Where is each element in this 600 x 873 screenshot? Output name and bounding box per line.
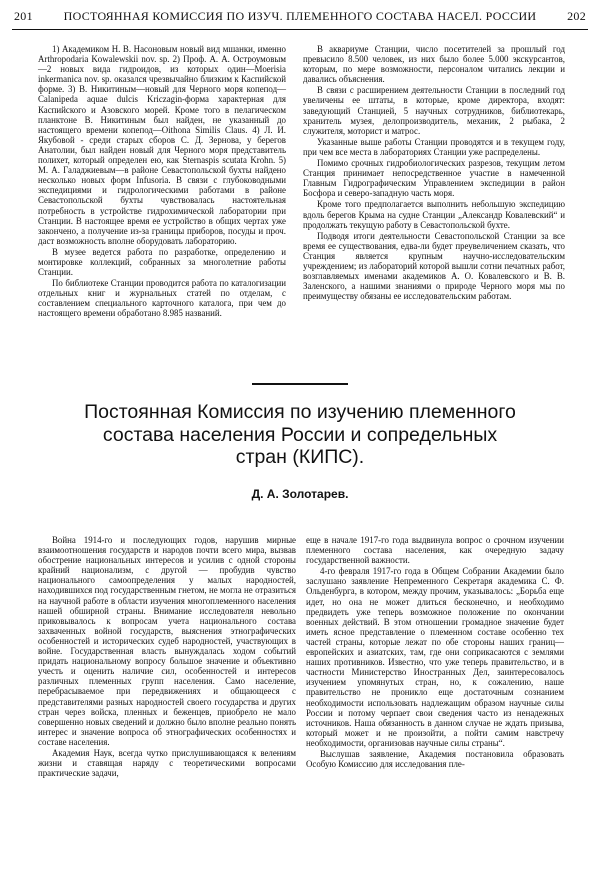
title-line: стран (КИПС). <box>235 446 365 468</box>
paragraph: 4-го февраля 1917-го года в Общем Собрании Академии было заслушано заявление Непременного Секретаря академика С. Ф. Ольденбурга, в котором, между прочим, указывалось: „Борьба еще идет, но она не может длиться бесконечно, и необходимо предвидеть уже теперь возможное положение по окончании военных действий. В этом отношении громадное значение будет иметь ясное представление о племенном составе особенно тех частей страны, которые лежат по обе стороны наших границ—европейских и азиатских, там, где они соприкасаются с землями наших противников. Известно, что уже теперь правительство, и в частности Министерство Иностранных Дел, заинтересовалось изучением упомянутых стран, но, к сожалению, наше правительство не проникло еще достаточным сознанием необходимости использовать надлежащим образом научные силы России и потому черпает свои сведения часто из ненадежных источников. Наша обязанность в данном случае не ждать призыва, который может и не произойти, а пойти самим навстречу необходимости, организовав научные силы страны“. <box>306 566 564 748</box>
paragraph: 1) Академиком Н. В. Насоновым новый вид мшанки, именно Arthropodaria Kowalewskii nov. sp. 2) Проф. А. А. Остроумовым—2 новых вида гидроидов, из которых один—Moerisia inkermanica nov. sp. оказался чрезвычайно близким к Каспийской форме. 3) В. Никитиным—новый для Черного моря копепод—Calanipeda aquae dulcis Kriczagin-форма характерная для Каспийского и Азовского морей. Кроме того в пелагическом планктоне В. Никитиным был найден, не указанный до настоящего времени копепод—Oithona Similis Claus. 4) Л. И. Якубовой - среди старых сборов С. Д. Зернова, у берегов Анатолии, был найден новый для Черного моря представитель полихет, который определен ею, как Sternaspis scutata Krohn. 5) М. А. Галаджиевым—в районе Севастопольской бухты найдено несколько новых форм Infusoria. В связи с глубоководными экспедициями и гидрологическими работами в районе Севастопольской бухты чувствовалась настоятельная потребность в устройстве гидрохимической лаборатории при Станции. В настоящее время ее устройство в общих чертах уже закончено, а получение из-за границы приборов, посуды и проч. даст возможность вполне оборудовать лабораторию. <box>38 44 286 246</box>
title-line: состава населения России и сопредельных <box>102 423 498 446</box>
paragraph: В связи с расширением деятельности Станции в последний год увеличены ее штаты, в которые, кроме директора, входят: заведующий Станцией, 5 научных сотрудников, библиотекарь, хранитель музея, делопроизводитель, механик, 2 рыбака, 2 служителя, моторист и матрос. <box>303 85 565 136</box>
paragraph: Кроме того предполагается выполнить небольшую экспедицию вдоль берегов Крыма на судне Станции „Александр Ковалевский“ и продолжать текущую работу в Севастопольской бухте. <box>303 199 565 230</box>
page-number-right: 202 <box>567 9 586 23</box>
article-title <box>40 401 560 469</box>
bottom-left-column <box>38 535 296 778</box>
bottom-right-column <box>306 535 564 769</box>
header-rule <box>12 29 588 30</box>
title-line: Постоянная Комиссия по изучению племенного <box>84 401 516 423</box>
paragraph: еще в начале 1917-го года выдвинула вопрос о срочном изучении племенного состава населения, как очередную задачу государственной важности. <box>306 535 564 566</box>
page-number-left: 201 <box>14 9 33 23</box>
paragraph: В аквариуме Станции, число посетителей за прошлый год превысило 8.500 человек, из них было более 5.000 экскурсантов, которым, по мере возможности, персоналом читались лекции и давались объяснения. <box>303 44 565 85</box>
paragraph: Академия Наук, всегда чутко прислушивающаяся к велениям жизни и ставящая наряду с теоретическими вопросами практические задачи, <box>38 747 296 779</box>
top-left-column <box>38 44 286 319</box>
top-right-column <box>303 44 565 301</box>
section-separator <box>252 383 348 385</box>
paragraph: Выслушав заявление, Академия постановила образовать Особую Комиссию для исследования пле- <box>306 748 564 770</box>
paragraph: По библиотеке Станции проводится работа по каталогизации отдельных книг и журнальных статей по отделам, с составлением специального карточного каталога, при чем до настоящего времени обработано 8.985 названий. <box>38 278 286 319</box>
paragraph: В музее ведется работа по разработке, определению и монтировке коллекций, собранных за многолетние работы Станции. <box>38 246 286 278</box>
paragraph: Подводя итоги деятельности Севастопольской Станции за все время ее существования, едва-ли будет преувеличением сказать, что Станция является крупным научно-исследовательским учреждением; из лабораторий которой вышли сотни печатных работ, возглавляемых именами академиков А. О. Ковалевского и В. В. Заленского, а нашими знаниями о природе Черного моря мы по преимуществу обязаны ее исследовательским работам. <box>303 230 565 302</box>
article-author: Д. А. Золотарев. <box>251 487 349 501</box>
paragraph: Указанные выше работы Станции проводятся и в текущем году, при чем все места в лабораториях Станции уже распределены. <box>303 136 565 157</box>
paragraph: Помимо срочных гидробиологических разрезов, текущим летом Станция принимает непосредственное участие в намеченной Главным Гидрографическим Управлением экспедиции в район Босфора и северо-западную часть моря. <box>303 158 565 199</box>
paragraph: Война 1914-го и последующих годов, нарушив мирные взаимоотношения государств и народов почти всего мира, вызвав обострение национальных интересов и усилив с одной стороны крайний национализм, с другой — пробудив чувство национального самоопределения у малых народностей, находившихся под государственным гнетом, не могла не отразиться на научной работе в области изучения многоплеменного населения нашей обширной страны. Внимание исследователя невольно приковывалось к вопросам учета национального состава захваченных войной государств, выяснения этнографических особенностей и исторических судеб народностей, участвующих в войне. Государственная власть вынуждалась ходом событий придать национальному вопросу большое значение и объективно учесть и оценить наличие сил, особенностей и интересов различных племенных групп населения. Само население, перебрасываемое при передвижениях и общающееся с представителями разных народностей своего государства и других стран через войска, пленных и беженцев, приобрело не мало совершенно новых сведений и должно было вполне реально понять интерес и значение вопроса об этнографических особенностях и составе населения. <box>38 535 296 747</box>
running-header <box>14 9 586 25</box>
running-title: ПОСТОЯННАЯ КОМИССИЯ ПО ИЗУЧ. ПЛЕМЕННОГО СОСТАВА НАСЕЛ. РОССИИ <box>63 9 537 23</box>
